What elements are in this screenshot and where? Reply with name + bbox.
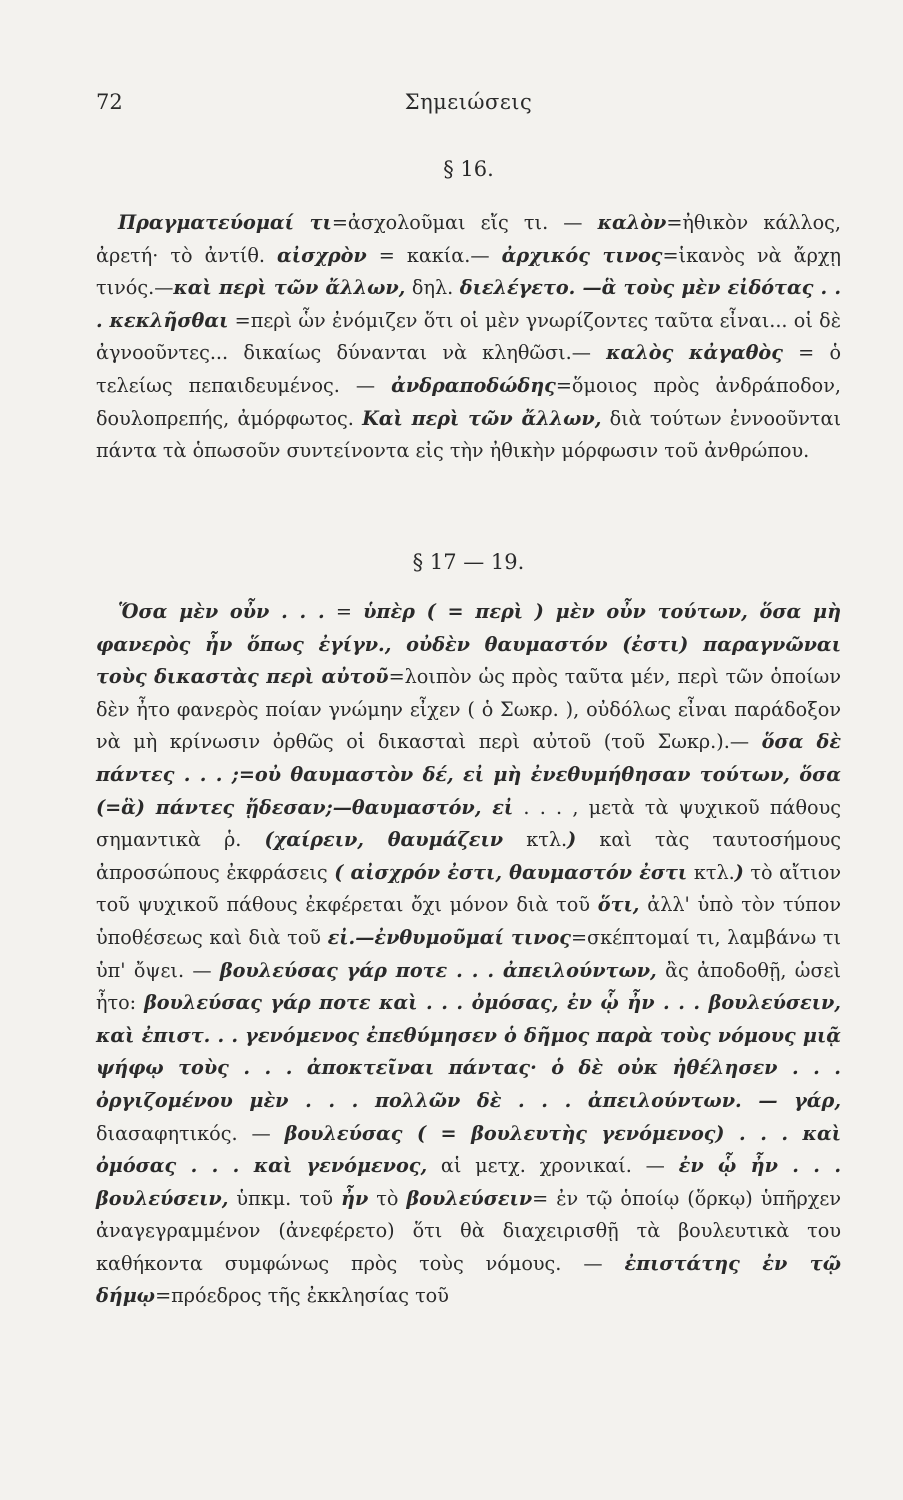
- notes-paragraph-17-19: [96, 596, 841, 1313]
- lemma-term: ): [734, 860, 744, 884]
- notes-paragraph-16: [96, 207, 841, 468]
- lemma-term: αἰσχρὸν: [277, 243, 367, 267]
- gloss-text: =λοιπὸν ὡς πρὸς ταῦτα μέν, περὶ τῶν ὁποίων δὲν ἦτο φανερὸς ποίαν γνώμην εἶχεν ( ὁ Σωκρ. ), οὐδόλως εἶναι παράδοξον νὰ μὴ κρίνωσιν ὀρθῶς οἱ δικασταὶ περὶ αὐτοῦ (τοῦ Σωκρ.).—: [96, 665, 841, 754]
- gloss-text: ἂς ἀποδοθῇ, ὡσεὶ ἦτο:: [96, 958, 842, 1015]
- lemma-term: καλὸς κἀγαθὸς: [606, 341, 783, 365]
- lemma-term: ἐπιστάτης ἐν τῷ δήμῳ: [96, 1251, 841, 1308]
- section-heading-17-19: § 17 — 19.: [412, 550, 525, 574]
- lemma-term: ὅσα δὲ πάντες . . . ;=οὐ θαυμαστὸν δέ, εἰ μὴ ἐνεθυμήθησαν τούτων, ὅσα (=ἃ) πάντες ᾔδεσαν;—θαυμαστόν, εἰ: [96, 730, 841, 819]
- gloss-text: = ἐν τῷ ὁποίῳ (ὅρκῳ) ὑπῆρχεν ἀναγεγραμμένον (ἀνεφέρετο) ὅτι θὰ διαχειρισθῇ τὰ βουλευτικὰ του καθήκοντα συμφώνως πρὸς τοὺς νόμους. —: [96, 1186, 841, 1275]
- gloss-text: =σκέπτομαί τι, λαμβάνω τι ὑπ' ὄψει. —: [96, 925, 841, 982]
- gloss-text: διὰ τούτων ἐννοοῦνται πάντα τὰ ὁπωσοῦν συντείνοντα εἰς τὴν ἠθικὴν μόρφωσιν τοῦ ἀνθρώπου.: [96, 406, 841, 463]
- gloss-text: = ὁ τελείως πεπαιδευμένος. —: [96, 341, 842, 397]
- lemma-term: Καὶ περὶ τῶν ἄλλων,: [362, 406, 602, 430]
- lemma-term: ὑπὲρ ( = περὶ ) μὲν οὖν τούτων, ὅσα μὴ φανερὸς ἦν ὅπως ἐγίγν., οὐδὲν θαυμαστόν (ἐστι) παραγνῶναι τοὺς δικαστὰς περὶ αὐτοῦ: [96, 600, 842, 689]
- lemma-term: βουλεύσας γάρ ποτε καὶ . . . ὀμόσας, ἐν ᾧ ἦν . . . βουλεύσειν, καὶ ἐπιστ. . . γενόμενος ἐπεθύμησεν ὁ δῆμος παρὰ τοὺς νόμους μιᾷ ψήφῳ τοὺς . . . ἀποκτεῖναι πάντας· ὁ δὲ οὐκ ἠθέλησεν . . . ὀργιζομένου μὲν . . . πολλῶν δὲ . . . ἀπειλούντων. — γάρ,: [96, 991, 841, 1112]
- section-heading-16: § 16.: [443, 157, 494, 181]
- gloss-text: =ὅμοιος πρὸς ἀνδράποδον, δουλοπρεπής, ἀμόρφωτος.: [96, 373, 841, 430]
- lemma-term: ὅτι,: [597, 893, 640, 917]
- running-title: Σημειώσεις: [404, 90, 533, 114]
- gloss-text: =περὶ ὧν ἐνόμιζεν ὅτι οἱ μὲν γνωρίζοντες ταῦτα εἶναι... οἱ δὲ ἀγνοοῦντες... δικαίως δύνανται νὰ κληθῶσι.—: [96, 308, 841, 365]
- lemma-term: εἰ.—ἐνθυμοῦμαί τινος: [327, 925, 571, 949]
- lemma-term: (χαίρειν, θαυμάζειν: [264, 828, 504, 852]
- page-header: [96, 90, 841, 120]
- gloss-text: . . . , μετὰ τὰ ψυχικοῦ πάθους σημαντικὰ ῥ.: [96, 795, 841, 852]
- lemma-term: βουλεύσας ( = βουλευτὴς γενόμενος) . . . καὶ ὀμόσας . . . καὶ γενόμενος,: [96, 1121, 841, 1178]
- gloss-text: =ἀσχολοῦμαι εἴς τι. —: [331, 211, 598, 234]
- lemma-term: βουλεύσειν: [406, 1186, 533, 1210]
- lemma-term: Πραγματεύομαί τι: [118, 211, 332, 234]
- lemma-term: ἀνδραποδώδης: [391, 373, 556, 397]
- gloss-text: =: [324, 600, 364, 623]
- lemma-term: καὶ περὶ τῶν ἄλλων,: [173, 276, 406, 300]
- page-number: 72: [96, 90, 123, 114]
- lemma-term: ἀρχικός τινος: [501, 243, 663, 267]
- gloss-text: κτλ.: [687, 860, 735, 884]
- lemma-term: ): [567, 828, 577, 852]
- lemma-term: Ὅσα μὲν οὖν . . .: [118, 600, 325, 623]
- lemma-term: ( αἰσχρόν ἐστι, θαυμαστόν ἐστι: [334, 860, 688, 884]
- gloss-text: ὑπκμ. τοῦ: [228, 1186, 342, 1210]
- gloss-text: τὸ αἴτιον τοῦ ψυχικοῦ πάθους ἐκφέρεται ὄχι μόνον διὰ τοῦ: [96, 860, 841, 917]
- gloss-text: κτλ.: [503, 828, 568, 852]
- gloss-text: δηλ.: [405, 276, 460, 300]
- gloss-text: ἀλλ' ὑπὸ τὸν τύπον ὑποθέσεως καὶ διὰ τοῦ: [96, 893, 841, 949]
- lemma-term: καλὸν: [597, 211, 667, 234]
- gloss-text: διασαφητικός. —: [96, 1121, 285, 1145]
- gloss-text: τὸ: [368, 1186, 407, 1210]
- lemma-term: ἦν: [341, 1186, 369, 1210]
- gloss-text: = κακία.—: [366, 243, 502, 267]
- gloss-text: =ἠθικὸν κάλλος, ἀρετή· τὸ ἀντίθ.: [96, 211, 841, 267]
- gloss-text: =ἱκανὸς νὰ ἄρχῃ τινός.—: [96, 243, 841, 300]
- gloss-text: καὶ τὰς ταυτοσήμους ἀπροσώπους ἐκφράσεις: [96, 828, 841, 884]
- lemma-term: ἐν ᾧ ἦν . . . βουλεύσειν,: [96, 1154, 841, 1210]
- gloss-text: αἱ μετχ. χρονικαί. —: [427, 1154, 679, 1178]
- lemma-term: βουλεύσας γάρ ποτε . . . ἀπειλούντων,: [219, 958, 657, 982]
- lemma-term: διελέγετο. —ἃ τοὺς μὲν εἰδότας . . . κεκλῆσθαι: [96, 276, 842, 332]
- gloss-text: =πρόεδρος τῆς ἐκκλησίας τοῦ: [155, 1284, 449, 1308]
